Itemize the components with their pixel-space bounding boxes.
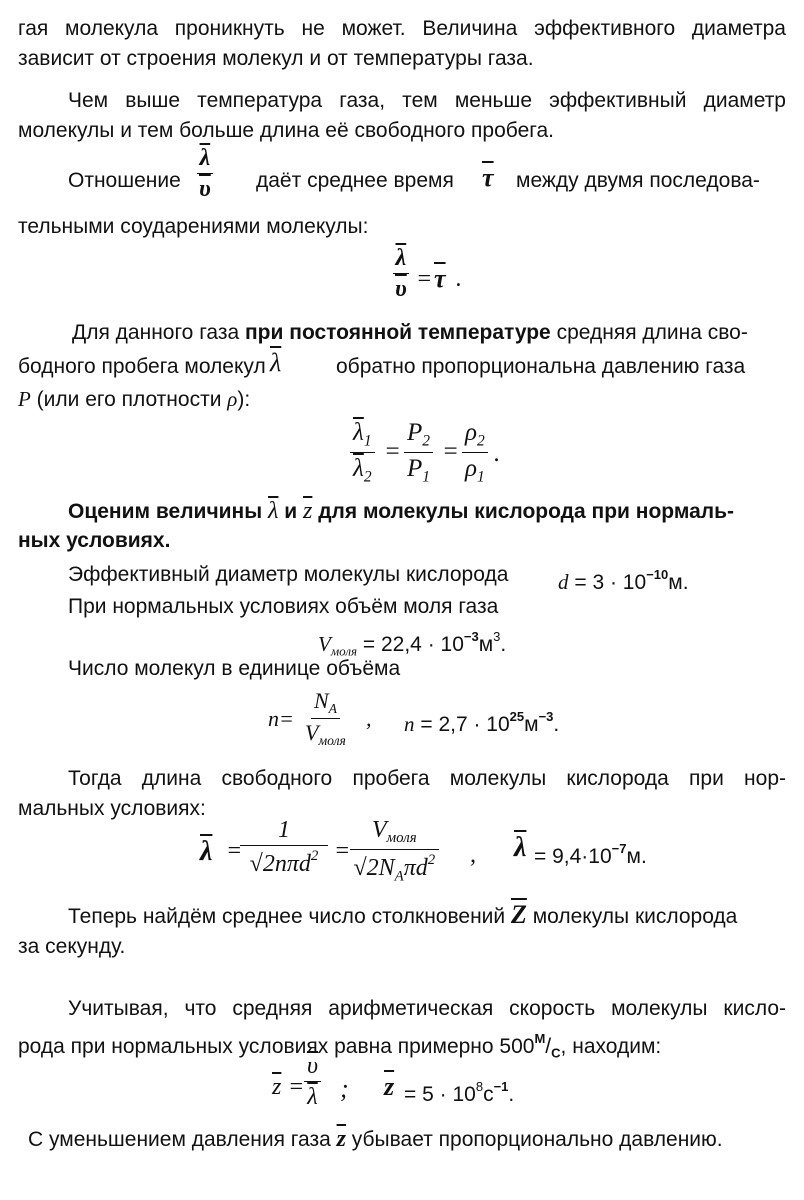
- text-line: [68, 498, 734, 525]
- fraction-lambda1-lambda2: $\frac{\overline{\lambda}_1}{\overline{\lambda}_2}$: [350, 420, 375, 485]
- text-line: ных условиях.: [18, 529, 171, 552]
- text-segment: и: [284, 500, 298, 523]
- period: .: [508, 1082, 515, 1106]
- text-line: молекулы и тем больше длина её свободного пробега.: [18, 119, 554, 142]
- unit-text: м.: [626, 844, 647, 868]
- exponent: 2: [427, 852, 436, 869]
- v-symbol: υ: [395, 276, 407, 302]
- lambda-symbol: $\overline{\lambda}$: [514, 832, 527, 863]
- text-line: Отношение: [68, 169, 181, 192]
- text-line: Чем выше температура газа, тем меньше эффективный диаметр: [68, 89, 786, 112]
- z-symbol: $\overline{z}$: [303, 498, 313, 524]
- n-avogadro-symbol: N: [313, 688, 329, 713]
- text-line: [18, 1026, 661, 1066]
- text-line: мальных условиях:: [18, 797, 206, 820]
- sqrt2: √2: [353, 855, 379, 882]
- exponent: −10: [646, 567, 669, 582]
- rho-symbol: ρ: [465, 419, 477, 446]
- text-line: [28, 1126, 723, 1153]
- equals-sign: =: [334, 838, 351, 864]
- lambda-symbol: $\overline{\lambda}$: [270, 348, 282, 377]
- collision-rate-value: [404, 1074, 514, 1108]
- text-line: При нормальных условиях объём моля газа: [68, 595, 499, 618]
- mean-free-path-value: [534, 836, 647, 870]
- text-line: обратно пропорциональна давлению газа: [336, 355, 746, 378]
- exponent: −1: [493, 1079, 509, 1094]
- value-text: = 9,4·10: [534, 844, 612, 868]
- d-symbol: d: [298, 851, 311, 878]
- text-segment: (или его плотности: [36, 388, 222, 411]
- pi-symbol: π: [403, 855, 416, 882]
- subscript-molya: моля: [330, 643, 358, 659]
- equals-sign: =: [288, 1074, 305, 1100]
- unit-s: С: [551, 1045, 561, 1061]
- text-line: тельными соударениями молекулы:: [18, 215, 369, 238]
- equals-sign: =: [279, 706, 294, 731]
- period: .: [553, 712, 560, 736]
- subscript-a: A: [328, 700, 337, 716]
- subscript-molya: моля: [386, 830, 417, 847]
- equals-sign: =: [416, 266, 433, 292]
- value-text: = 5 · 10: [404, 1082, 476, 1106]
- period: .: [494, 440, 501, 467]
- text-line: гая молекула проникнуть не может. Величина эффективного диаметра: [18, 17, 786, 40]
- unit-m: М: [534, 1031, 546, 1046]
- exponent: −3: [463, 629, 479, 644]
- fraction-one-over-sqrt2-n-pi-d2: [240, 818, 328, 876]
- v-volume-symbol: V: [372, 817, 387, 843]
- z-symbol: $\overline{z}$: [336, 1126, 346, 1152]
- exponent: 8: [475, 1079, 484, 1094]
- fraction-v-over-lambda: [304, 1054, 321, 1109]
- text-line: зависит от строения молекул и от температуры газа.: [18, 47, 534, 70]
- rho-symbol: ρ: [465, 454, 477, 482]
- concentration-value: [404, 704, 559, 738]
- text-line: Тогда длина свободного пробега молекулы кислорода при нор-: [68, 767, 786, 790]
- text-line: между двумя последова-: [516, 169, 760, 192]
- text-segment: , находим:: [560, 1034, 662, 1058]
- pressure-symbol: P: [18, 387, 31, 411]
- lambda-symbol: $\overline{\lambda}$: [268, 498, 279, 524]
- sqrt2: √2: [249, 851, 275, 878]
- subscript-a: A: [394, 868, 404, 885]
- text-line: даёт среднее время: [256, 169, 454, 192]
- z-symbol: $\overline{z}$: [384, 1072, 395, 1101]
- v-symbol: $\overline{\upsilon}$: [304, 1054, 321, 1082]
- fraction-p2-p1: $\frac{P_2}{P_1}$: [404, 420, 433, 485]
- text-line: за секунду.: [18, 935, 126, 958]
- tau-symbol: $\overline{\tau}$: [482, 163, 494, 192]
- text-segment: рода при нормальных условиях равна примерно 500: [18, 1034, 535, 1058]
- text-line: [18, 386, 250, 413]
- comma: ,: [470, 842, 476, 868]
- unit-text: с: [483, 1082, 494, 1106]
- period: .: [500, 632, 507, 656]
- v-volume-symbol: V: [318, 631, 331, 656]
- pi-symbol: π: [286, 851, 299, 878]
- text-segment: для молекулы кислорода при нормаль-: [318, 500, 735, 523]
- unit-text: м: [478, 632, 494, 656]
- text-segment: средняя длина сво-: [556, 321, 748, 344]
- lambda-symbol: $\overline{\lambda}$: [353, 454, 364, 482]
- text-line: Учитывая, что средняя арифметическая скорость молекулы кисло-: [68, 997, 786, 1020]
- exponent: −3: [538, 709, 554, 724]
- text-line: Число молекул в единице объёма: [68, 657, 401, 680]
- text-line: Эффективный диаметр молекулы кислорода: [68, 563, 509, 586]
- rho-symbol: ρ: [227, 387, 238, 411]
- text-segment: Оценим величины: [68, 500, 263, 523]
- lambda-symbol: λ: [307, 1084, 318, 1110]
- d-symbol: d: [415, 855, 428, 882]
- v-symbol: υ: [199, 176, 211, 202]
- exponent: 2: [310, 848, 319, 864]
- exponent: 3: [493, 629, 501, 644]
- text-segment: С уменьшением давления газа: [28, 1128, 331, 1151]
- equals-sign: =: [384, 438, 401, 465]
- equals-sign: =: [226, 838, 243, 864]
- exponent: −7: [611, 841, 627, 856]
- n-avogadro-symbol: N: [378, 855, 395, 882]
- text-line: бодного пробега молекул: [18, 355, 266, 378]
- lambda-symbol: $\overline{\lambda}$: [197, 146, 214, 174]
- value-text: = 22,4 · 10: [362, 632, 464, 656]
- numerator-one: 1: [240, 818, 328, 846]
- semicolon: ;: [340, 1074, 349, 1103]
- subscript-molya: моля: [318, 733, 346, 749]
- z-symbol: $\overline{Z}$: [510, 900, 527, 929]
- text-line: [72, 320, 748, 346]
- lambda-symbol: $\overline{\lambda}$: [353, 419, 364, 446]
- fraction-rho2-rho1: $\frac{\rho_2}{\rho_1}$: [462, 420, 488, 485]
- text-line: [68, 902, 737, 930]
- text-segment: ):: [237, 388, 251, 411]
- slash: /: [545, 1034, 552, 1058]
- formula-lambda-over-v: [392, 246, 410, 301]
- n-symbol: [268, 706, 294, 732]
- v-volume-symbol: V: [305, 720, 319, 746]
- z-symbol: $\overline{z}$: [272, 1074, 282, 1100]
- comma: ,: [366, 706, 372, 731]
- bold-text: при постоянной температуре: [245, 321, 551, 344]
- d-symbol: d: [558, 569, 569, 594]
- text-segment: молекулы кислорода: [532, 905, 738, 928]
- value-text: = 3 · 10: [574, 570, 647, 594]
- unit-text: м: [524, 712, 539, 736]
- n-symbol: n: [404, 711, 415, 736]
- lambda-over-v-fraction: [196, 146, 214, 201]
- fraction-na-over-v: [302, 690, 349, 748]
- lambda-symbol: $\overline{\lambda}$: [200, 836, 213, 867]
- pressure-symbol: P: [407, 454, 423, 482]
- exponent: 25: [509, 709, 525, 724]
- text-segment: убывает пропорционально давлению.: [351, 1128, 723, 1151]
- period: .: [456, 266, 462, 292]
- diameter-value: [558, 562, 689, 596]
- text-segment: Для данного газа: [72, 321, 240, 344]
- value-text: = 2,7 · 10: [420, 712, 510, 736]
- equals-sign: =: [442, 438, 459, 465]
- unit-text: м.: [668, 570, 689, 594]
- lambda-symbol: $\overline{\lambda}$: [393, 246, 410, 274]
- n-symbol: n: [268, 706, 279, 731]
- text-segment: Теперь найдём среднее число столкновений: [68, 905, 506, 928]
- tau-symbol: $\overline{\tau}$: [434, 264, 446, 293]
- pressure-symbol: P: [407, 419, 423, 446]
- fraction-v-over-sqrt2-na-pi-d2: [350, 818, 439, 884]
- n-symbol: n: [274, 851, 287, 878]
